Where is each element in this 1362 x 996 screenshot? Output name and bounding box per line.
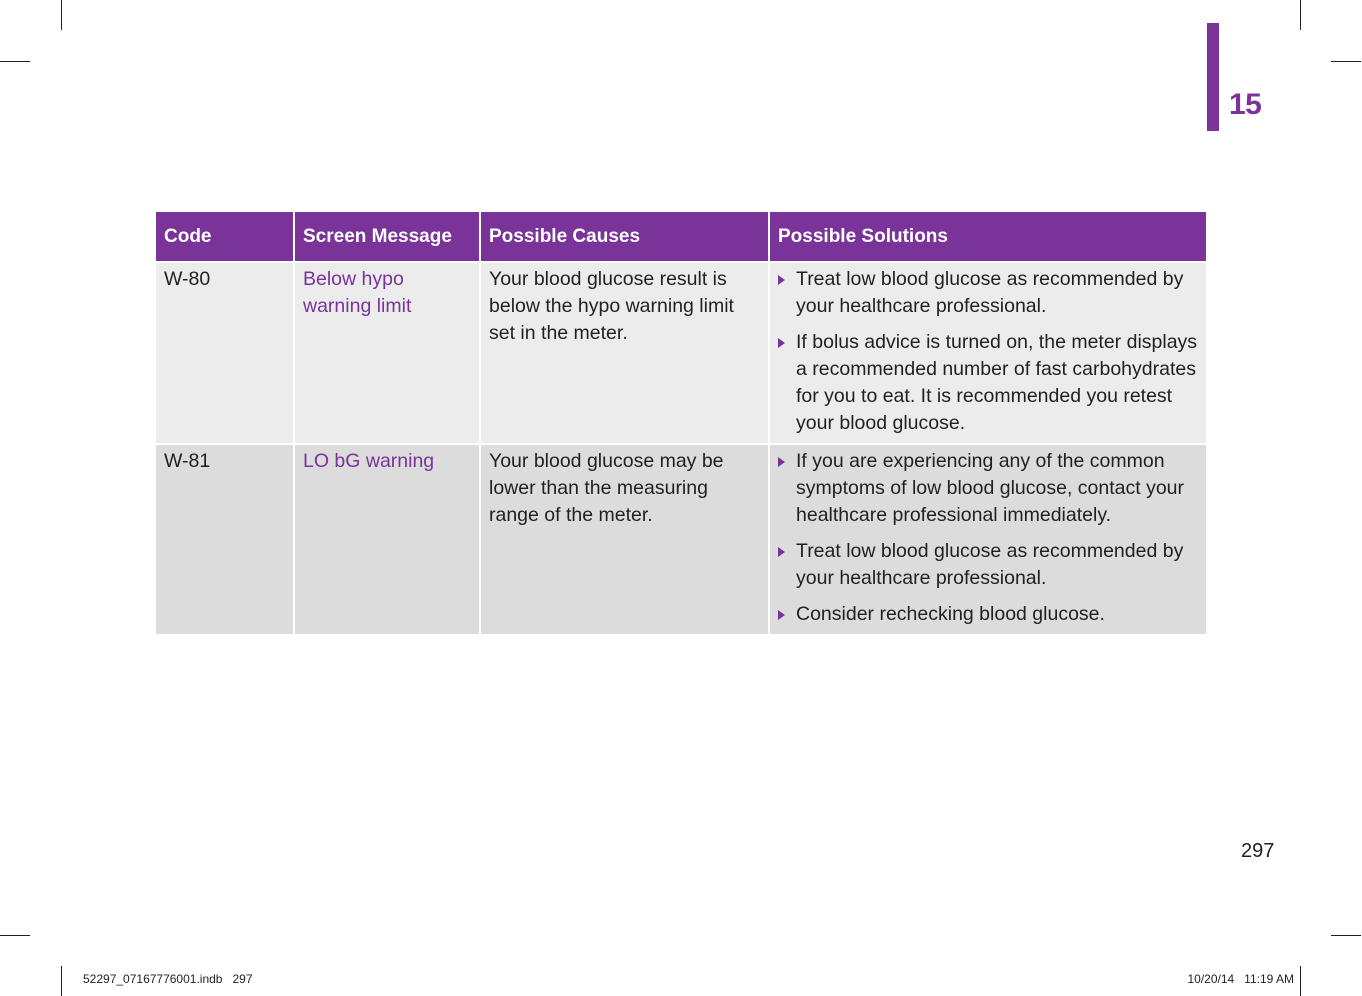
solution-text: If bolus advice is turned on, the meter displays a recommended number of fast carbohydrates for you to eat. It is recommended you retest your blood glucose. bbox=[796, 331, 1198, 434]
crop-mark bbox=[0, 61, 30, 62]
chapter-number: 15 bbox=[1229, 88, 1262, 121]
header-code: Code bbox=[156, 212, 294, 262]
error-codes-table bbox=[156, 212, 1206, 634]
chapter-tab-bar bbox=[1207, 23, 1219, 131]
table-row bbox=[156, 444, 1206, 634]
triangle-bullet-icon bbox=[778, 338, 785, 348]
crop-mark bbox=[1300, 0, 1301, 30]
cell-screen-message: LO bG warning bbox=[294, 444, 480, 634]
crop-mark bbox=[1331, 61, 1361, 62]
header-possible-causes: Possible Causes bbox=[480, 212, 769, 262]
crop-mark bbox=[1300, 966, 1301, 996]
solutions-list bbox=[778, 266, 1198, 437]
crop-mark bbox=[0, 935, 30, 936]
cell-possible-causes: Your blood glucose result is below the hypo warning limit set in the meter. bbox=[480, 262, 769, 444]
list-item bbox=[778, 448, 1198, 529]
solution-text: Consider rechecking blood glucose. bbox=[796, 603, 1105, 625]
list-item bbox=[778, 601, 1198, 628]
solution-text: If you are experiencing any of the common symptoms of low blood glucose, contact your healthcare professional immediately. bbox=[796, 450, 1185, 526]
triangle-bullet-icon bbox=[778, 610, 785, 620]
cell-screen-message: Below hypo warning limit bbox=[294, 262, 480, 444]
cell-code: W-80 bbox=[156, 262, 294, 444]
triangle-bullet-icon bbox=[778, 275, 785, 285]
cell-possible-causes: Your blood glucose may be lower than the measuring range of the meter. bbox=[480, 444, 769, 634]
print-slug-date: 10/20/14 11:19 AM bbox=[1187, 972, 1294, 986]
header-possible-solutions: Possible Solutions bbox=[769, 212, 1206, 262]
crop-mark bbox=[61, 0, 62, 30]
table-row bbox=[156, 262, 1206, 444]
solution-text: Treat low blood glucose as recommended by your healthcare professional. bbox=[796, 540, 1184, 589]
cell-possible-solutions bbox=[769, 444, 1206, 634]
cell-code: W-81 bbox=[156, 444, 294, 634]
list-item bbox=[778, 266, 1198, 320]
cell-possible-solutions bbox=[769, 262, 1206, 444]
print-slug-file: 52297_07167776001.indb 297 bbox=[83, 972, 253, 986]
header-screen-message: Screen Message bbox=[294, 212, 480, 262]
crop-mark bbox=[1331, 935, 1361, 936]
page-number: 297 bbox=[1241, 840, 1275, 862]
triangle-bullet-icon bbox=[778, 457, 785, 467]
solution-text: Treat low blood glucose as recommended by your healthcare professional. bbox=[796, 268, 1184, 317]
crop-mark bbox=[61, 966, 62, 996]
list-item bbox=[778, 329, 1198, 437]
table-header-row bbox=[156, 212, 1206, 262]
solutions-list bbox=[778, 448, 1198, 628]
list-item bbox=[778, 538, 1198, 592]
triangle-bullet-icon bbox=[778, 547, 785, 557]
